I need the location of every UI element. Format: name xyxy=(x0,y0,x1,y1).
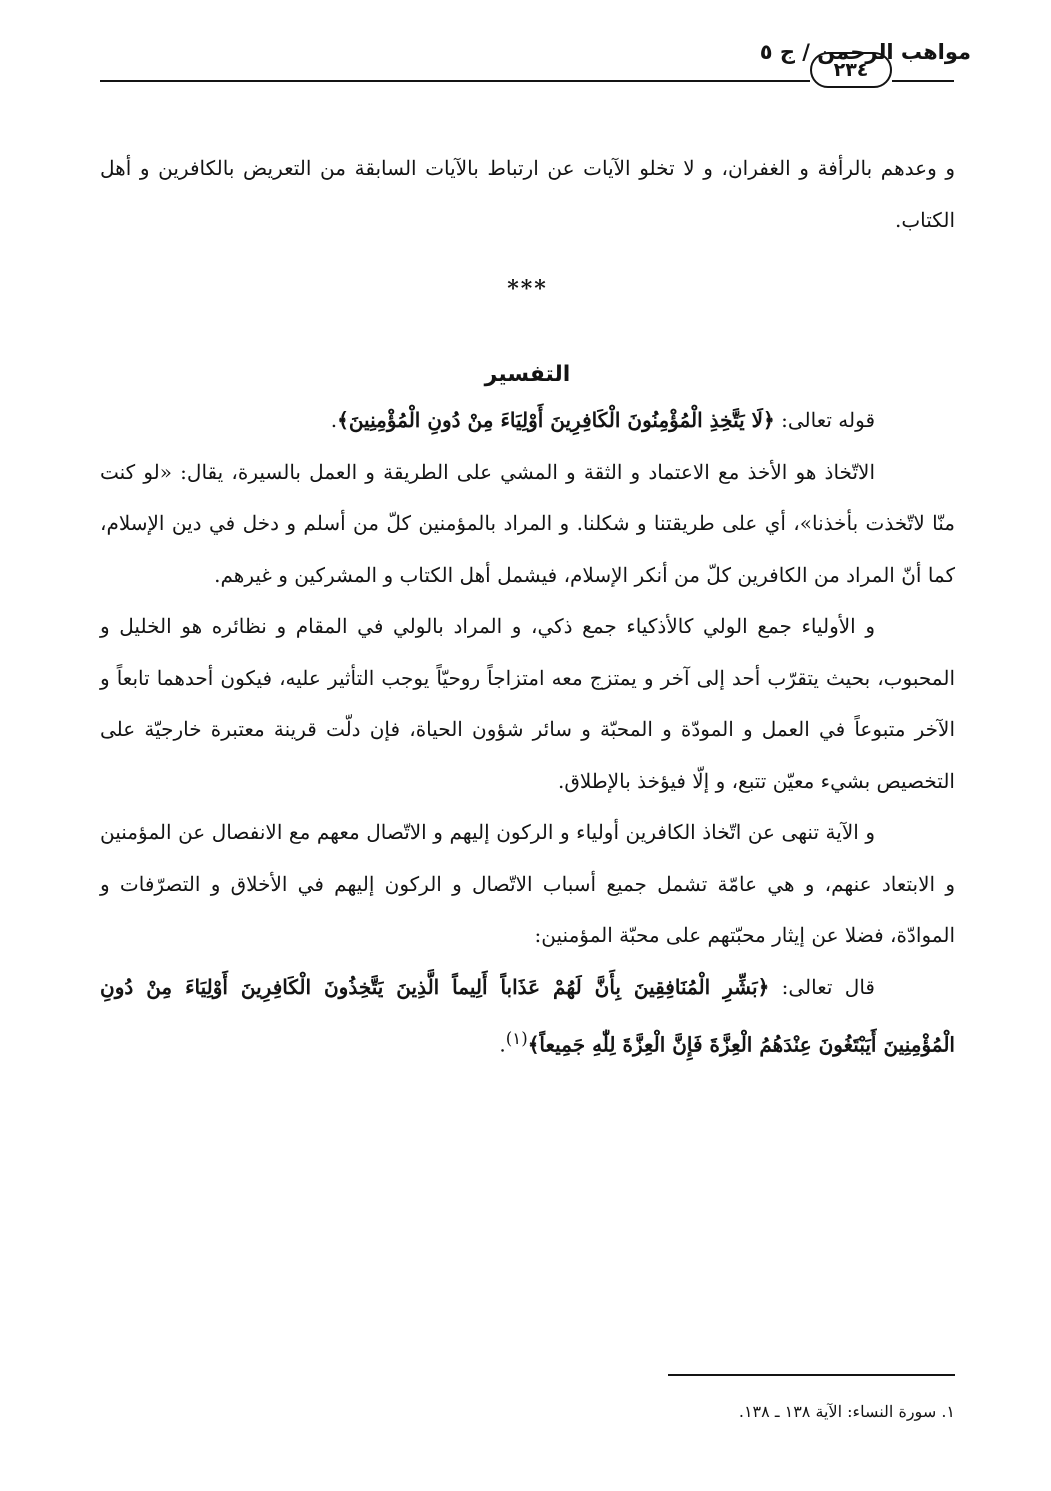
body-paragraph-3: و الآية تنهى عن اتّخاذ الكافرين أولياء و الركون إليهم و الاتّصال معهم مع الانفصال عن المؤمنين و الابتعاد عنهم، و هي عامّة تشمل جميع أسباب الاتّصال و الركون إليهم في الأخلاق و التصرّفات و الموادّة، فضلا عن إيثار محبّتهم على محبّة المؤمنين: xyxy=(100,820,955,947)
closing-verse-paragraph xyxy=(100,962,955,1072)
page-number-badge: ٢٣٤ xyxy=(810,52,892,88)
closing-verse-quote: ﴿بَشِّرِ الْمُنَافِقِينَ بِأَنَّ لَهُمْ عَذَاباً أَلِيماً الَّذِينَ يَتَّخِذُونَ الْكَافِرِينَ أَوْلِيَاءَ مِنْ دُونِ الْمُؤْمِنِينَ أَيَبْتَغُونَ عِنْدَهُمُ الْعِزَّةَ فَإِنَّ الْعِزَّةَ لِلّٰهِ جَمِيعاً﴾ xyxy=(100,974,955,1057)
section-separator: *** xyxy=(507,276,548,302)
page-body xyxy=(100,143,955,1071)
verse-intro-suffix: . xyxy=(330,408,338,432)
body-paragraph-2: و الأولياء جمع الولي كالأذكياء جمع ذكي، و المراد بالولي في المقام و نظائره هو الخليل و المحبوب، بحيث يتقرّب أحد إلى آخر و يمتزج معه امتزاجاً روحيّاً يوجب التأثير عليه، فيكون أحدهما تابعاً و الآخر متبوعاً في العمل و المودّة و المحبّة و سائر شؤون الحياة، فإن دلّت قرينة معتبرة خارجيّة على التخصيص بشيء معيّن تتبع، و إلّا فيؤخذ بالإطلاق. xyxy=(100,614,955,793)
footnote-marker: (١) xyxy=(505,1029,528,1048)
intro-paragraph: و وعدهم بالرأفة و الغفران، و لا تخلو الآيات عن ارتباط بالآيات السابقة من التعريض بالكافرين و أهل الكتاب. xyxy=(100,156,955,232)
section-heading: التفسير xyxy=(484,362,571,387)
verse-intro-prefix: قوله تعالى: xyxy=(774,408,875,432)
closing-verse-suffix: . xyxy=(499,1032,506,1057)
body-paragraph-1: الاتّخاذ هو الأخذ مع الاعتماد و الثقة و المشي على الطريقة و العمل بالسيرة، يقال: «لو كنت منّا لاتّخذت بأخذنا»، أي على طريقتنا و شكلنا. و المراد بالمؤمنين كلّ من أسلم و دخل في دين الإسلام، كما أنّ المراد من الكافرين كلّ من أنكر الإسلام، فيشمل أهل الكتاب و المشركين و غيرهم. xyxy=(100,459,955,587)
footnote-rule xyxy=(668,1374,955,1376)
header-rule xyxy=(100,80,810,82)
footnote: ١. سورة النساء: الآية ١٣٨ ـ ١٣٨. xyxy=(738,1402,955,1421)
verse-intro-paragraph xyxy=(100,395,955,447)
verse-quote: ﴿لَا يَتَّخِذِ الْمُؤْمِنُونَ الْكَافِرِينَ أَوْلِيَاءَ مِنْ دُونِ الْمُؤْمِنِينَ﴾ xyxy=(337,408,775,432)
running-header-title: مواهب الرحمن / ج ٥ xyxy=(759,40,971,64)
closing-verse-prefix: قال تعالى: xyxy=(769,974,875,999)
header-rule-right xyxy=(892,80,954,82)
